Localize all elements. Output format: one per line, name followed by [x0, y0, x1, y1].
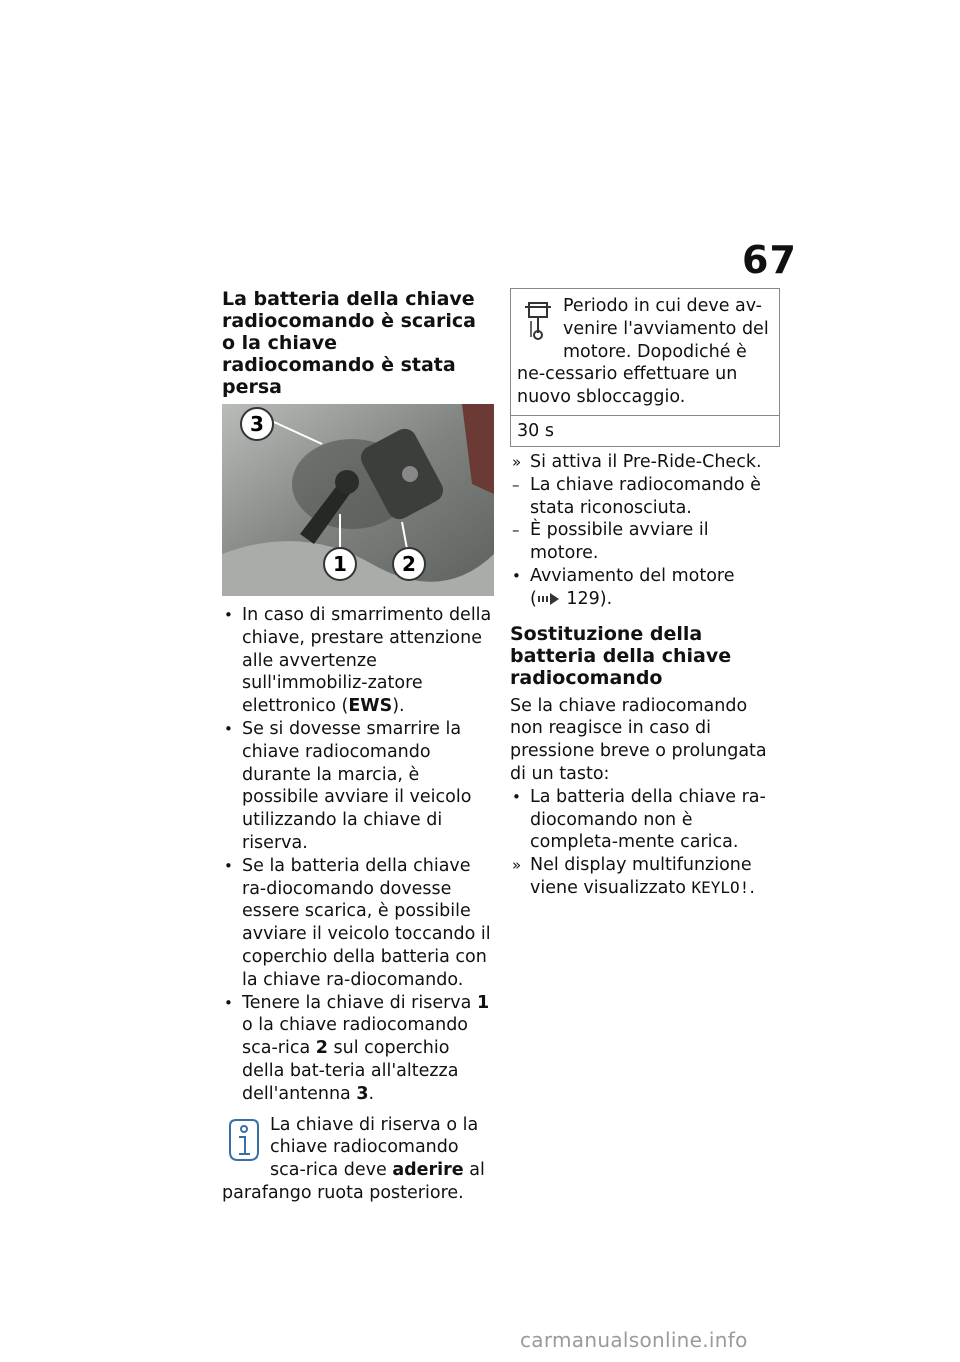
condition-list — [510, 786, 780, 900]
result-list — [510, 451, 780, 611]
page-reference-arrow-icon — [537, 592, 561, 606]
spec-description: Periodo in cui deve av-venire l'avviamento del motore. Dopodiché è ne-cessario effettuare un nuovo sbloccaggio. — [511, 289, 779, 416]
svg-text:2: 2 — [402, 552, 416, 576]
svg-text:3: 3 — [250, 412, 264, 436]
list-item: • Avviamento del motore ( 129). — [512, 565, 735, 609]
section-heading-2: Sostituzione della batteria della chiave radiocomando — [510, 622, 732, 689]
engine-piston-icon — [521, 299, 555, 341]
right-column — [510, 288, 780, 900]
watermark: carmanualsonline.info — [520, 1328, 748, 1352]
list-item: • Se si dovesse smarrire la chiave radiocomando durante la marcia, è possibile avviare il veicolo utilizzando la chiave di riserva. — [224, 718, 472, 853]
left-column — [222, 288, 494, 1205]
list-item: • La batteria della chiave ra-diocomando non è completa-mente carica. — [512, 786, 766, 853]
svg-text:1: 1 — [333, 552, 347, 576]
list-item: • Se la batteria della chiave ra-diocomando dovesse essere scarica, è possibile avviare il veicolo toccando il coperchio della batteria con la chiave ra-diocomando. — [224, 855, 491, 990]
bullet-list — [222, 604, 494, 1106]
list-item: • Tenere la chiave di riserva 1 o la chiave radiocomando sca-rica 2 sul coperchio della bat-teria all'altezza dell'antenna 3. — [224, 992, 490, 1104]
callout-2 — [393, 548, 425, 580]
list-item: – È possibile avviare il motore. — [512, 520, 709, 564]
spec-table — [510, 288, 780, 447]
list-item: » Nel display multifunzione viene visualizzato KEYLO!. — [512, 855, 755, 898]
callout-3 — [241, 408, 273, 440]
list-item: » Si attiva il Pre-Ride-Check. — [512, 451, 762, 472]
intro-text: Se la chiave radiocomando non reagisce in caso di pressione breve o prolungata di un tasto: — [510, 695, 767, 784]
info-note: La chiave di riserva o la chiave radiocomando sca-rica deve aderire al parafango ruota posteriore. — [222, 1114, 485, 1203]
list-item: – La chiave radiocomando è stata riconosciuta. — [512, 474, 761, 518]
info-icon — [224, 1116, 264, 1164]
spec-value: 30 s — [517, 420, 554, 441]
callout-1 — [324, 548, 356, 580]
list-item: • In caso di smarrimento della chiave, prestare attenzione alle avvertenze sull'immobiliz-zatore elettronico (EWS). — [224, 605, 492, 717]
key-battery-photo — [222, 404, 494, 596]
page-number: 67 — [742, 238, 797, 282]
section-heading: La batteria della chiave radiocomando è scarica o la chiave radiocomando è stata persa — [222, 288, 476, 398]
